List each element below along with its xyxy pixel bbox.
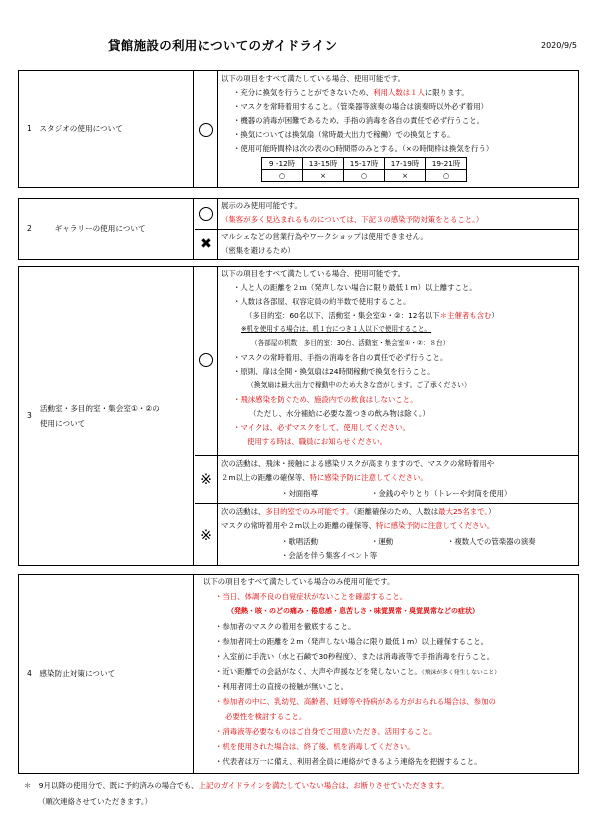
timeslot-header-row xyxy=(262,158,467,170)
studio-rule-ventilation: ・換気については換気扇（常時最大出力で稼働）での換気とする。 xyxy=(233,130,455,139)
infection-no-contact: ・利用者同士の直接の接触が無いこと。 xyxy=(215,682,349,691)
timeslot-value: ○ xyxy=(344,170,385,182)
rooms-intro: 以下の項目をすべて満たしている場合、使用可能です。 xyxy=(221,269,406,278)
timeslot-header: 17-19時 xyxy=(385,158,426,170)
capacity-limit: 利用人数は１人 xyxy=(373,88,425,97)
infection-intro: 以下の項目をすべて満たしている場合のみ使用可能です。 xyxy=(203,577,395,586)
rooms-rule-ventilation: ・原則、扉は全開・換気扇は24時間稼動で換気を行うこと。 xyxy=(233,367,435,376)
infection-distance: ・参加者同士の距離を２m（発声しない場合に限り最低１m）以上確保すること。 xyxy=(215,637,489,646)
infection-mask: ・参加者のマスクの着用を徹底すること。 xyxy=(215,622,356,631)
studio-rule-disinfect: ・機器の消毒が困難であるため、手指の消毒を各自の責任で必ず行うこと。 xyxy=(233,116,484,125)
rooms-rule-microphone: ・マイクは、必ずマスクをして、使用してください。 xyxy=(233,423,410,432)
page-title: 貸館施設の利用についてのガイドライン xyxy=(108,38,338,53)
gallery-ng-line2: （密集を避けるため） xyxy=(221,246,295,255)
infection-symptoms: （発熱・咳・のどの痛み・倦怠感・息苦しさ・味覚異常・臭覚異常などの症状） xyxy=(227,607,479,615)
rooms-rule-distance: ・人と人の距離を２ｍ（発声しない場合に限り最低１m）以上離すこと。 xyxy=(233,283,477,292)
gallery-ok-line1: 展示のみ使用可能です。 xyxy=(221,201,302,210)
rooms-section xyxy=(18,266,579,566)
rooms-rule-capacity: ・人数は各部屋、収容定員の約半数で使用すること。 xyxy=(233,297,411,306)
rooms-activity-exercise: ・運動 xyxy=(371,537,394,546)
rooms-activity-singing: ・歌唱活動 xyxy=(281,537,318,546)
timeslot-value: × xyxy=(303,170,344,182)
rooms-risk-line1: 次の活動は、飛沫・接触による感染リスクが高まりますので、マスクの常時着用や xyxy=(221,459,495,468)
allowed-circle-icon xyxy=(197,205,215,223)
rooms-label: 3 活動室・多目的室・集会室①・②の 使用について xyxy=(19,267,194,565)
rooms-activity-wind-instruments: ・複数人での管楽器の演奏 xyxy=(447,537,536,546)
infection-no-shouting: ・近い距離での会話がなく、大声や声援などを発しないこと。（飛沫が多く発生しないこと） xyxy=(215,667,501,676)
caution-note-icon: ※ xyxy=(200,528,212,544)
rooms-activity-events: ・会話を伴う集客イベント等 xyxy=(281,551,378,560)
rooms-microphone-notice: 使用する時は、職員にお知らせください。 xyxy=(247,437,388,446)
studio-section xyxy=(18,70,579,188)
infection-sanitizer: ・消毒液等必要なものはご自身でご用意いただき、活用すること。 xyxy=(215,727,437,736)
timeslot-header: 9 -12時 xyxy=(262,158,303,170)
caution-note-icon: ※ xyxy=(200,472,212,488)
rooms-rule-no-food: ・飛沫感染を防ぐため、施設内での飲食はしないこと。 xyxy=(233,395,418,404)
document-date: 2020/9/5 xyxy=(541,41,577,50)
prohibited-x-icon: ✖ xyxy=(200,236,212,252)
infection-label: 4 感染防止対策について xyxy=(19,575,194,773)
infection-desk-disinfect: ・机を使用された場合は、終了後、机を消毒してください。 xyxy=(215,742,415,751)
footer-note-line2: （順次連絡させていただきます。） xyxy=(38,797,152,806)
timeslot-header: 15-17時 xyxy=(344,158,385,170)
studio-conditions xyxy=(217,71,578,187)
gallery-ng-line1: マルシェなどの営業行為やワークショップは使用できません。 xyxy=(221,232,428,241)
timeslot-value: ○ xyxy=(426,170,467,182)
rooms-drink-exception: （ただし、水分補給に必要な蓋つきの飲み物は除く。） xyxy=(249,409,430,418)
rooms-ventilation-note: （換気扇は最大出力で稼動中のため大きな音がします。ご了承ください） xyxy=(247,381,471,389)
rooms-rule-mask: ・マスクの常時着用、手指の消毒を各自の責任で必ず行うこと。 xyxy=(233,353,448,362)
timeslot-table xyxy=(261,157,467,182)
studio-rule-timeslots: ・使用可能時間枠は次の表の○時間帯のみとする。（×の時間枠は換気を行う） xyxy=(233,144,494,153)
infection-handwash: ・入室前に手洗い（水と石鹸で30秒程度）、または消毒液等で手指消毒を行うこと。 xyxy=(215,652,495,661)
rooms-risk-face-teaching: ・対面指導 xyxy=(281,489,318,498)
studio-rule-capacity: ・充分に換気を行うことができないため、利用人数は１人に限ります。 xyxy=(233,88,469,97)
timeslot-header: 13-15時 xyxy=(303,158,344,170)
allowed-circle-icon xyxy=(197,351,215,369)
timeslot-value: ○ xyxy=(262,170,303,182)
rooms-desk-count: （各部屋の机数 多目的室：30台、活動室・集会室①・②：８台） xyxy=(251,339,450,347)
gallery-label: 2 ギャラリーの使用について xyxy=(19,199,194,259)
studio-intro: 以下の項目をすべて満たしている場合、使用可能です。 xyxy=(221,74,406,83)
timeslot-value: × xyxy=(385,170,426,182)
infection-health-check: ・当日、体調不良の自覚症状がないことを確認すること。 xyxy=(215,592,408,601)
timeslot-header: 19-21時 xyxy=(426,158,467,170)
allowed-circle-icon xyxy=(197,121,215,139)
gallery-section xyxy=(18,198,579,260)
rooms-risk-line2: ２m以上の距離の確保等、特に感染予防に注意してください。 xyxy=(221,473,428,482)
rooms-risk-money: ・金銭のやりとり（トレーや封筒を使用） xyxy=(371,489,512,498)
studio-label: 1 スタジオの使用について xyxy=(19,71,194,187)
rooms-multipurpose-line1: 次の活動は、多目的室でのみ可能です。（距離確保のため、人数は最大25名まで。） xyxy=(221,507,496,516)
footer-note-line1: ＊ 9月以降の使用分で、既に予約済みの場合でも、上記のガイドラインを満たしていない場合は、お断りさせていただきます。 xyxy=(24,781,449,790)
infection-vulnerable-line2: 必要性を検討すること。 xyxy=(225,712,307,721)
infection-vulnerable-line1: ・参加者の中に、乳幼児、高齢者、妊婦等や持病がある方がおられる場合は、参加の xyxy=(215,697,496,706)
rooms-multipurpose-line2: マスクの常時着用や２m以上の距離の確保等、特に感染予防に注意してください。 xyxy=(221,521,495,530)
rooms-desk-rule: ※机を使用する場合は、机１台につき１人以下で使用すること。 xyxy=(241,325,432,333)
infection-contact-list: ・代表者は万一に備え、利用者全員に連絡ができるよう連絡先を把握すること。 xyxy=(215,757,482,766)
rooms-capacity-detail: （多目的室：60名以下、活動室・集会室①・②：12名以下＊主催者も含む） xyxy=(245,311,499,320)
gallery-ok-line2: （集客が多く見込まれるものについては、下記３の感染予防対策をとること。） xyxy=(221,215,484,224)
infection-section xyxy=(18,574,579,774)
timeslot-value-row xyxy=(262,170,467,182)
studio-rule-mask: ・マスクを常時着用すること。（管楽器等演奏の場合は演奏時以外必ず着用） xyxy=(233,102,488,111)
